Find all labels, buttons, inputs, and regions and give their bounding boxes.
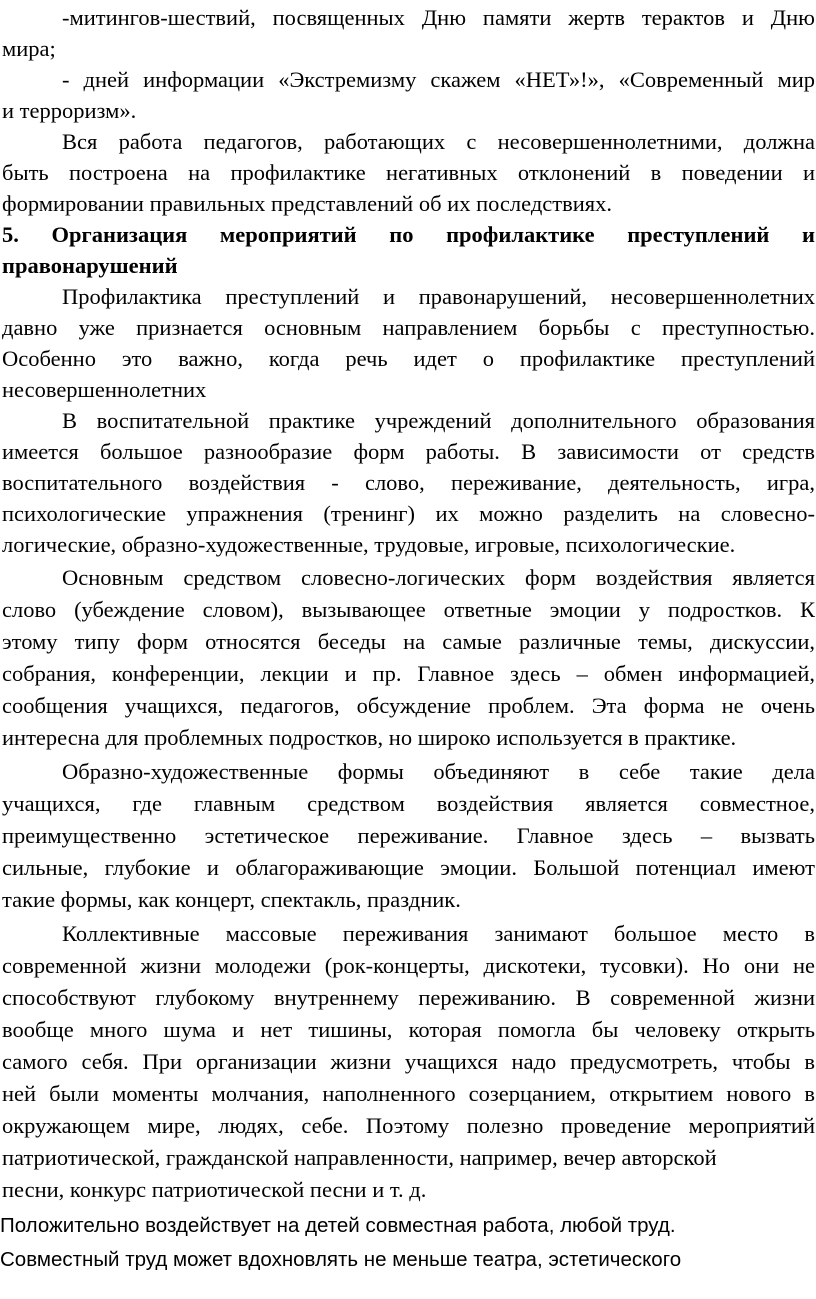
text-line: песни, конкурс патриотической песни и т. д.	[2, 1177, 427, 1202]
text-line: Вся работа педагогов, работающих с несовершеннолетними, должна	[62, 129, 815, 154]
text-line: В воспитательной практике учреждений дополнительного образования	[62, 408, 815, 433]
text-line: интересна для проблемных подростков, но широко используется в практике.	[2, 725, 737, 750]
text-line: учащихся, где главным средством воздействия является совместное,	[2, 791, 815, 816]
text-line: преимущественно эстетическое переживание. Главное здесь – вызвать	[2, 823, 815, 848]
text-line: ней были моменты молчания, наполненного созерцанием, открытием нового в	[2, 1081, 815, 1106]
text-line: такие формы, как концерт, спектакль, праздник.	[2, 887, 461, 912]
section-heading-continued: правонарушений	[2, 253, 178, 278]
text-line: имеется большое разнообразие форм работы. В зависимости от средств	[2, 439, 815, 464]
text-line: Совместный труд может вдохновлять не меньше театра, эстетического	[0, 1248, 682, 1271]
text-line: несовершеннолетних	[2, 377, 207, 402]
text-line: слово (убеждение словом), вызывающее ответные эмоции у подростков. К	[2, 597, 815, 622]
text-line: и терроризм».	[2, 98, 137, 123]
text-line: - дней информации «Экстремизму скажем «НЕТ»!», «Современный мир	[62, 67, 815, 92]
text-line: Профилактика преступлений и правонарушений, несовершеннолетних	[62, 284, 815, 309]
section-heading: 5. Организация мероприятий по профилактике преступлений и	[2, 222, 815, 247]
text-line: сообщения учащихся, педагогов, обсуждение проблем. Эта форма не очень	[2, 693, 815, 718]
text-line: логические, образно-художественные, трудовые, игровые, психологические.	[2, 532, 736, 557]
text-line: мира;	[2, 36, 56, 61]
text-line: самого себя. При организации жизни учащихся надо предусмотреть, чтобы в	[2, 1049, 815, 1074]
text-line: формировании правильных представлений об их последствиях.	[2, 191, 612, 216]
text-line: Коллективные массовые переживания занимают большое место в	[62, 921, 815, 946]
text-line: окружающем мире, людях, себе. Поэтому полезно проведение мероприятий	[2, 1113, 815, 1138]
text-line: вообще много шума и нет тишины, которая помогла бы человеку открыть	[2, 1017, 815, 1042]
text-line: Особенно это важно, когда речь идет о профилактике преступлений	[2, 346, 815, 371]
text-line: психологические упражнения (тренинг) их можно разделить на словесно-	[2, 501, 815, 526]
text-line: этому типу форм относятся беседы на самые различные темы, дискуссии,	[2, 629, 815, 654]
text-line: способствуют глубокому внутреннему переживанию. В современной жизни	[2, 985, 815, 1010]
text-line: собрания, конференции, лекции и пр. Главное здесь – обмен информацией,	[2, 661, 815, 686]
text-line: быть построена на профилактике негативных отклонений в поведении и	[2, 160, 815, 185]
text-line: Образно-художественные формы объединяют в себе такие дела	[62, 759, 815, 784]
text-line: Положительно воздействует на детей совместная работа, любой труд.	[0, 1214, 676, 1237]
text-line: патриотической, гражданской направленности, например, вечер авторской	[2, 1145, 717, 1170]
text-line: воспитательного воздействия - слово, переживание, деятельность, игра,	[2, 470, 815, 495]
text-line: сильные, глубокие и облагораживающие эмоции. Большой потенциал имеют	[2, 855, 815, 880]
text-line: Основным средством словесно-логических форм воздействия является	[62, 565, 815, 590]
text-line: давно уже признается основным направлением борьбы с преступностью.	[2, 315, 815, 340]
text-line: современной жизни молодежи (рок-концерты, дискотеки, тусовки). Но они не	[2, 953, 815, 978]
text-line: -митингов-шествий, посвященных Дню памяти жертв терактов и Дню	[62, 5, 815, 30]
